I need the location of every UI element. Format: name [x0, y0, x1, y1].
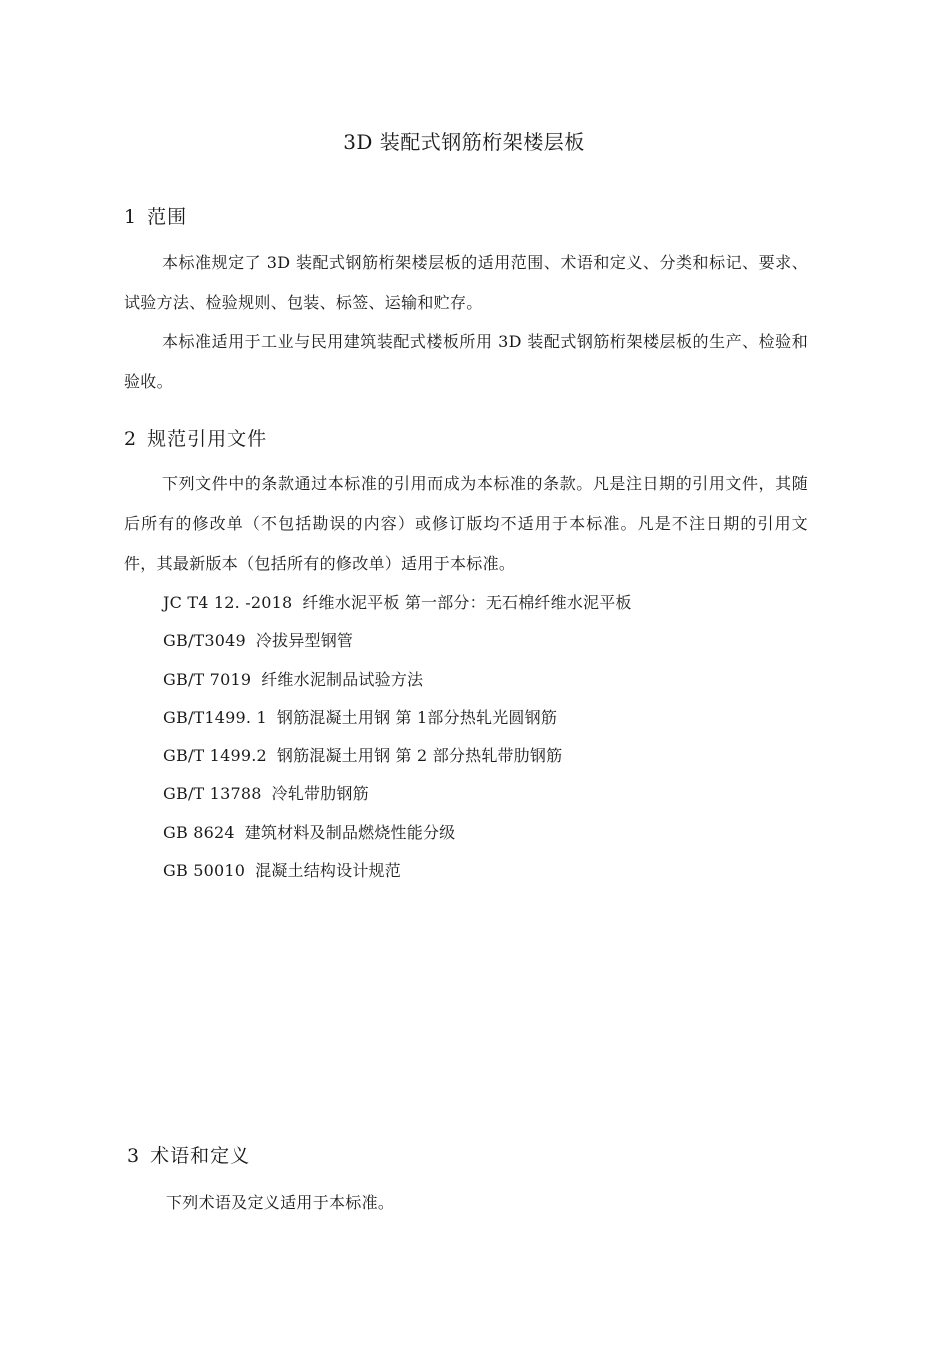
section-2-heading — [124, 424, 267, 451]
reference-item — [163, 852, 632, 890]
section-1-title: 范围 — [147, 206, 188, 228]
reference-code: GB/T1499. 1 — [163, 707, 267, 727]
reference-code: GB/T 1499.2 — [163, 746, 267, 766]
section-1-paragraph-2: 本标准适用于工业与民用建筑装配式楼板所用 3D 装配式钢筋桁架楼层板的生产、检验和验收。 — [124, 332, 808, 391]
reference-title: 冷轧带肋钢筋 — [271, 784, 369, 804]
document-title: 3D 装配式钢筋桁架楼层板 — [343, 130, 585, 154]
reference-code: JC T4 12. -2018 — [163, 593, 293, 612]
reference-code: GB/T 7019 — [163, 669, 252, 689]
reference-title: 冷拔异型钢管 — [255, 631, 354, 651]
reference-title: 混凝土结构设计规范 — [255, 861, 401, 881]
section-3-heading — [127, 1141, 250, 1168]
reference-item — [163, 622, 632, 660]
section-2-title: 规范引用文件 — [147, 428, 268, 450]
reference-item — [163, 814, 632, 852]
section-3-title: 术语和定义 — [150, 1145, 251, 1167]
section-1-paragraph-1: 本标准规定了 3D 装配式钢筋桁架楼层板的适用范围、术语和定义、分类和标记、要求、试验方法、检验规则、包装、标签、运输和贮存。 — [124, 253, 808, 312]
reference-title: 纤维水泥平板 第一部分：无石棉纤维水泥平板 — [302, 593, 632, 612]
reference-code: GB/T 13788 — [163, 784, 262, 804]
reference-list — [163, 584, 632, 890]
reference-title: 纤维水泥制品试验方法 — [261, 669, 424, 689]
reference-item — [163, 699, 632, 737]
reference-title: 钢筋混凝土用钢 第 1部分热轧光圆钢筋 — [276, 707, 558, 727]
reference-title: 钢筋混凝土用钢 第 2 部分热轧带肋钢筋 — [276, 746, 563, 766]
reference-item — [163, 775, 632, 813]
reference-title: 建筑材料及制品燃烧性能分级 — [244, 822, 456, 842]
section-2-number: 2 — [124, 428, 138, 450]
section-3-number: 3 — [127, 1145, 141, 1167]
reference-code: GB 8624 — [163, 822, 235, 842]
reference-item — [163, 661, 632, 699]
section-1-number: 1 — [124, 206, 138, 228]
reference-code: GB 50010 — [163, 861, 246, 881]
reference-item — [163, 584, 632, 622]
section-1-heading — [124, 202, 187, 229]
reference-item — [163, 737, 632, 775]
reference-code: GB/T3049 — [163, 631, 246, 651]
section-3-paragraph-1: 下列术语及定义适用于本标准。 — [166, 1193, 395, 1212]
section-2-paragraph-1: 下列文件中的条款通过本标准的引用而成为本标准的条款。凡是注日期的引用文件，其随后所有的修改单（不包括勘误的内容）或修订版均不适用于本标准。凡是不注日期的引用文件，其最新版本（包括所有的修改单）适用于本标准。 — [124, 474, 808, 573]
